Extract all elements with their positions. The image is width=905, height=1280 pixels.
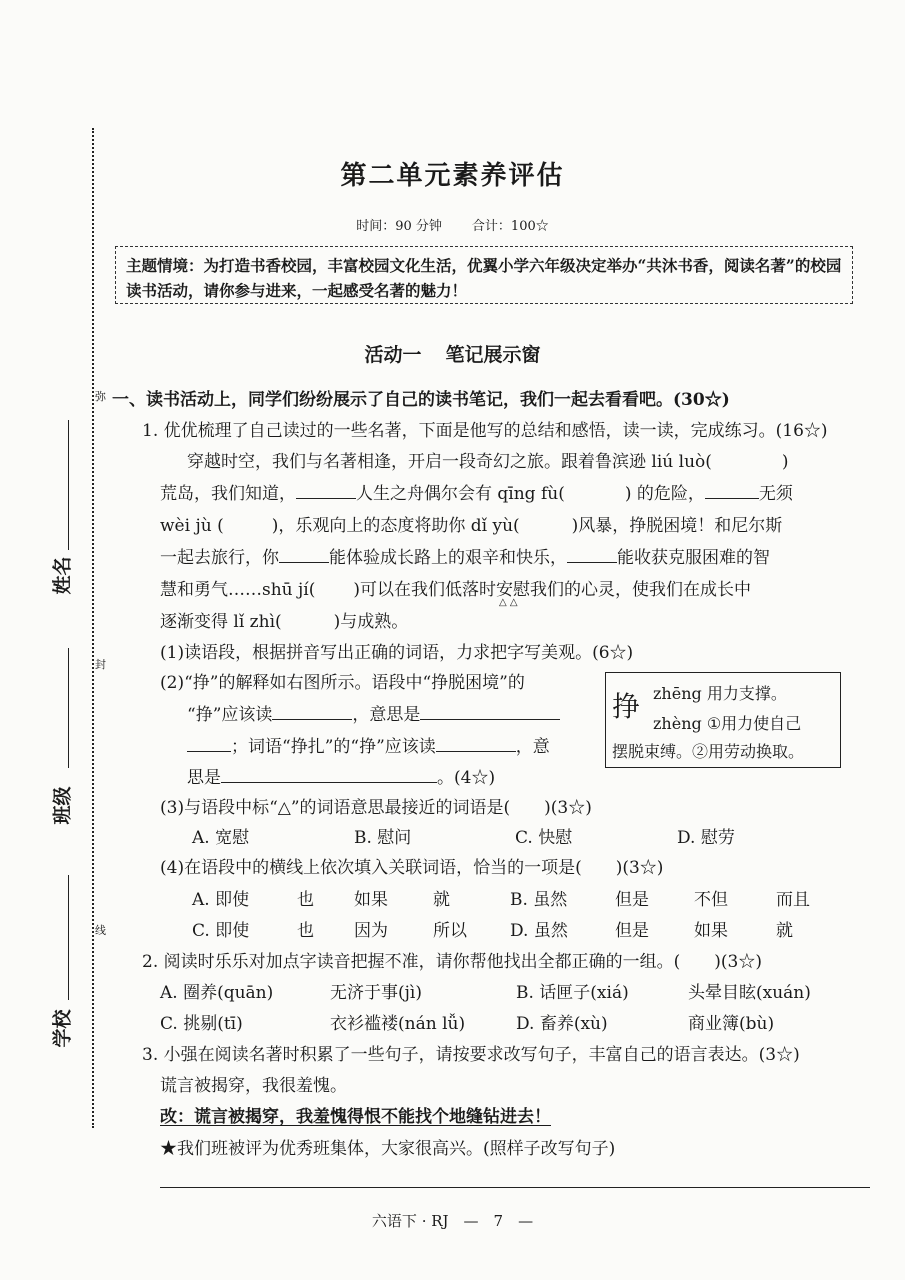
- activity-subtitle: 笔记展示窗: [445, 344, 541, 366]
- opt-word: 所以: [433, 921, 467, 941]
- reading-blank-2[interactable]: [436, 735, 516, 752]
- q-text: “挣”应该读: [187, 705, 273, 725]
- sub-question-3: (3)与语段中标“△”的词语意思最接近的词语是( )(3☆): [160, 798, 592, 818]
- q2-option-a1: A. 圈养(quān): [160, 983, 274, 1003]
- sub-question-1: (1)读语段，根据拼音写出正确的词语，力求把字写美观。(6☆): [160, 643, 634, 663]
- opt-word: 就: [433, 890, 450, 910]
- q3-example: 谎言被揭穿，我很羞愧。: [160, 1076, 347, 1096]
- s3-option-a[interactable]: A. 宽慰: [192, 828, 250, 848]
- total-score: 合计：100☆: [471, 219, 549, 234]
- opt-word: 也: [297, 921, 314, 941]
- footer-rule: [160, 1187, 870, 1188]
- q-text: ；词语“挣扎”的“挣”应该读: [231, 737, 436, 757]
- q-text: 思是: [187, 768, 221, 788]
- passage-text: 能体验成长路上的艰辛和快乐，: [329, 548, 567, 568]
- activity-heading: [0, 340, 905, 367]
- passage-text: 无须: [758, 484, 793, 504]
- name-label: 姓名: [51, 556, 74, 595]
- passage-text: 穿越时空，我们与名著相逢，开启一段奇幻之旅。跟着鲁滨逊 liú luò(: [187, 452, 712, 472]
- meaning-blank-1a[interactable]: [420, 703, 560, 720]
- q2-option-d2: 商业簿(bù): [688, 1014, 775, 1034]
- passage-text: 荒岛，我们知道，: [160, 484, 296, 504]
- q2-text: 2. 阅读时乐乐对加点字读音把握不准，请你帮他找出全都正确的一组。( )(3☆): [142, 952, 762, 972]
- q3-text: 3. 小强在阅读名著时积累了一些句子，请按要求改写句子，丰富自己的语言表达。(3☆): [142, 1045, 800, 1065]
- q1-sub1: 1. 优优梳理了自己读过的一些名著，下面是他写的总结和感悟，读一读，完成练习。(16☆): [142, 421, 828, 441]
- opt-word: 如果: [694, 921, 728, 941]
- marked-word: 安慰: [496, 580, 531, 600]
- theme-box: 主题情境：为打造书香校园，丰富校园文化生活，优翼小学六年级决定举办“共沐书香，阅读名著”的校园读书活动，请你参与进来，一起感受名著的魅力！: [115, 246, 853, 304]
- opt-word: B. 虽然: [510, 890, 568, 910]
- opt-word: 而且: [776, 890, 810, 910]
- passage-text: 慧和勇气……shū jí(: [160, 580, 316, 600]
- opt-word: 如果: [354, 890, 388, 910]
- passage-line-3: [160, 511, 782, 536]
- passage-text: )与成熟。: [333, 612, 409, 632]
- meaning-blank-1b[interactable]: [187, 735, 231, 752]
- opt-word: 就: [776, 921, 793, 941]
- page-title: 第二单元素养评估: [340, 161, 565, 191]
- definition-line-1: zhēng 用力支撑。: [653, 684, 787, 703]
- passage-text: 人生之舟偶尔会有 qīng fù(: [356, 484, 565, 504]
- meaning-blank-2[interactable]: [221, 766, 437, 783]
- s4-option-a[interactable]: [192, 885, 450, 910]
- q2-option-b1: B. 话匣子(xiá): [516, 983, 629, 1003]
- name-write-line[interactable]: [68, 420, 69, 550]
- binding-dotted-line: [92, 128, 94, 1128]
- s4-option-c[interactable]: [192, 916, 467, 941]
- time-limit: 时间：90 分钟: [356, 219, 442, 234]
- sub-question-2-line3: [187, 732, 550, 757]
- passage-text: wèi jù (: [160, 516, 224, 536]
- opt-word: A. 即使: [192, 890, 250, 910]
- opt-word: 不但: [694, 890, 728, 910]
- q2-option-d1: D. 畜养(xù): [516, 1014, 608, 1034]
- school-write-line[interactable]: [68, 875, 69, 1000]
- blank-2[interactable]: [705, 482, 759, 499]
- triangle-marked-word: [496, 580, 531, 608]
- passage-text: ) 的危险，: [624, 484, 705, 504]
- binding-char-1: 弥: [95, 390, 106, 403]
- sub-question-4: (4)在语段中的横线上依次填入关联词语，恰当的一项是( )(3☆): [160, 858, 664, 878]
- sub-question-2-line4: [187, 763, 495, 788]
- school-label: 学校: [51, 1009, 74, 1048]
- passage-text: )，乐观向上的态度将助你 dǐ yù(: [271, 516, 520, 536]
- reading-blank-1[interactable]: [272, 703, 352, 720]
- q2-option-a2: 无济于事(jì): [330, 983, 422, 1003]
- class-write-line[interactable]: [68, 648, 69, 768]
- binding-char-3: 线: [95, 924, 106, 937]
- passage-line-5: [160, 575, 752, 608]
- q2-option-c2: 衣衫褴褛(nán lǚ): [330, 1014, 466, 1034]
- definition-line-2: zhèng ①用力使自己: [653, 714, 802, 733]
- class-label: 班级: [51, 786, 74, 825]
- s4-option-d[interactable]: [510, 916, 793, 941]
- passage-text: )风暴，挣脱困境！和尼尔斯: [571, 516, 783, 536]
- definition-box: [605, 672, 841, 768]
- exam-meta: [0, 215, 905, 234]
- passage-line-6: [160, 607, 408, 632]
- definition-line-3: 摆脱束缚。②用劳动换取。: [612, 742, 805, 761]
- s3-option-c[interactable]: C. 快慰: [515, 828, 573, 848]
- sub-question-2-line2: [187, 700, 560, 725]
- q3-task: ★我们班被评为优秀班集体，大家很高兴。(照样子改写句子): [160, 1139, 616, 1159]
- q-text: ，意: [515, 737, 550, 757]
- q2-option-c1: C. 挑剔(tī): [160, 1014, 243, 1034]
- q1-heading: 一、读书活动上，同学们纷纷展示了自己的读书笔记，我们一起去看看吧。(30☆): [112, 390, 730, 410]
- s3-option-b[interactable]: B. 慰问: [354, 828, 412, 848]
- q3-model-answer: 改：谎言被揭穿，我羞愧得恨不能找个地缝钻进去！: [160, 1107, 551, 1127]
- activity-number: 活动一: [364, 344, 422, 366]
- passage-text: 一起去旅行，你: [160, 548, 279, 568]
- passage-text: )可以在我们低落时: [353, 580, 497, 600]
- opt-word: 因为: [354, 921, 388, 941]
- definition-char: 挣: [612, 690, 641, 723]
- opt-word: C. 即使: [192, 921, 250, 941]
- sub-question-2-line1: (2)“挣”的解释如右图所示。语段中“挣脱困境”的: [160, 673, 525, 693]
- passage-line-4: [160, 543, 770, 568]
- q-text: ，意思是: [352, 705, 421, 725]
- passage-line-1: [187, 447, 789, 472]
- binding-char-2: 封: [95, 658, 106, 671]
- opt-word: 也: [297, 890, 314, 910]
- passage-text: ): [781, 452, 789, 472]
- passage-text: 逐渐变得 lǐ zhì(: [160, 612, 282, 632]
- opt-word: 但是: [615, 921, 649, 941]
- opt-word: 但是: [615, 890, 649, 910]
- page-footer: 六语下 · RJ — 7 —: [371, 1212, 534, 1230]
- q-text: 。(4☆): [437, 768, 496, 788]
- s3-option-d[interactable]: D. 慰劳: [677, 828, 735, 848]
- passage-text: 能收获克服困难的智: [617, 548, 770, 568]
- s4-option-b[interactable]: [510, 885, 810, 910]
- blank-3[interactable]: [279, 546, 329, 563]
- blank-4[interactable]: [567, 546, 617, 563]
- blank-1[interactable]: [296, 482, 356, 499]
- q2-option-b2: 头晕目眩(xuán): [688, 983, 811, 1003]
- opt-word: D. 虽然: [510, 921, 568, 941]
- triangle-icon: △ △: [499, 597, 518, 608]
- passage-line-2: [160, 479, 793, 504]
- passage-text: 我们的心灵，使我们在成长中: [530, 580, 752, 600]
